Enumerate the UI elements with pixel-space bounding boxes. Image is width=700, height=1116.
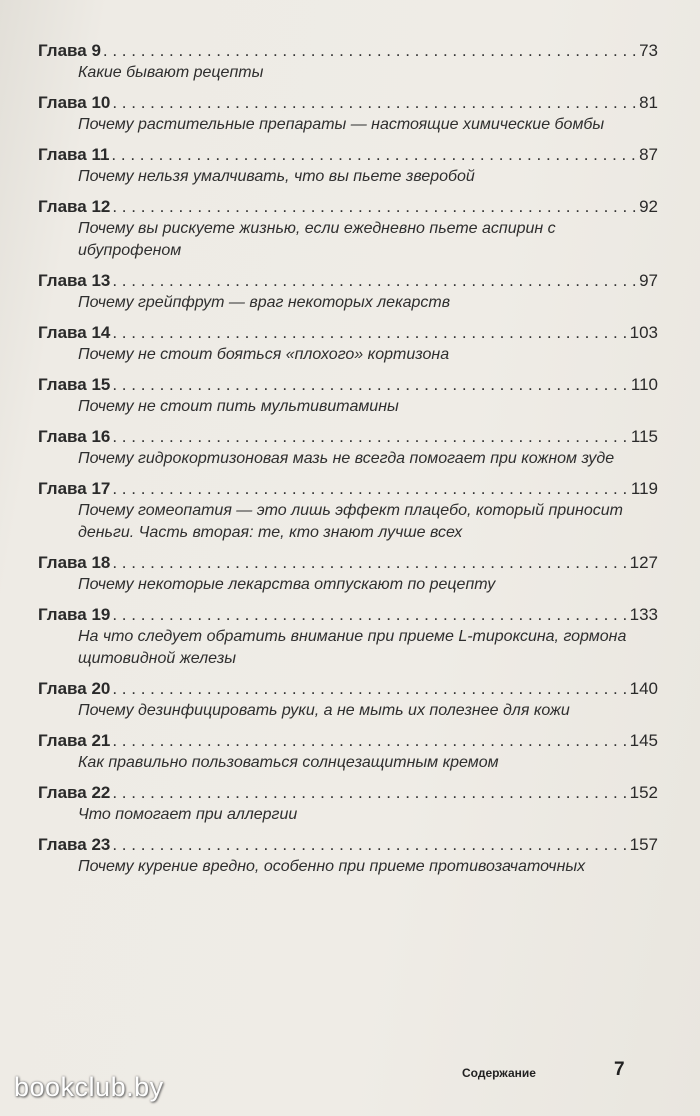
chapter-description: Почему растительные препараты — настоящие химические бомбы [78,116,605,133]
page-number: 133 [629,605,658,624]
chapter-title: Глава 20 [38,679,111,698]
page-number: 103 [629,323,658,342]
page-number: 87 [639,145,658,164]
chapter-title: Глава 23 [38,835,111,854]
toc-entry [38,782,658,826]
chapter-description: Как правильно пользоваться солнцезащитным кремом [78,754,499,771]
page-number: 81 [639,93,658,112]
page-number: 119 [630,479,658,498]
table-of-contents [38,40,658,886]
page-number: 140 [629,679,658,698]
chapter-title: Глава 22 [38,783,111,802]
leader-dots [112,552,627,574]
toc-entry [38,730,658,774]
page-number: 157 [629,835,658,854]
chapter-description: Почему не стоит бояться «плохого» кортизона [78,346,450,363]
chapter-title: Глава 16 [38,427,111,446]
chapter-description: Какие бывают рецепты [78,64,264,81]
page-number: 97 [639,271,658,290]
toc-entry [38,834,658,878]
toc-entry [38,270,658,314]
chapter-description: Почему некоторые лекарства отпускают по рецепту [78,576,496,593]
chapter-title: Глава 13 [38,271,111,290]
page-number: 152 [629,783,658,802]
page-number: 110 [630,375,658,394]
chapter-title: Глава 9 [38,41,101,60]
chapter-description: Почему не стоит пить мультивитамины [78,398,399,415]
chapter-description: Почему грейпфрут — враг некоторых лекарств [78,294,451,311]
folio-page-number: 7 [614,1059,625,1080]
chapter-title: Глава 19 [38,605,111,624]
toc-entry [38,92,658,136]
toc-entry [38,196,658,262]
chapter-title: Глава 12 [38,197,111,216]
leader-dots [112,782,627,804]
toc-entry [38,426,658,470]
page-number: 92 [639,197,658,216]
leader-dots [112,426,629,448]
toc-entry [38,552,658,596]
leader-dots [112,374,629,396]
chapter-description: Почему дезинфицировать руки, а не мыть их полезнее для кожи [78,702,570,719]
chapter-description: Почему вы рискуете жизнью, если ежедневно пьете аспирин с ибупрофеном [78,220,556,259]
leader-dots [112,678,627,700]
chapter-description: Почему гидрокортизоновая мазь не всегда помогает при кожном зуде [78,450,615,467]
page-number: 145 [629,731,658,750]
chapter-description: Почему курение вредно, особенно при приеме противозачаточных [78,858,586,875]
toc-entry [38,40,658,84]
page-number: 127 [629,553,658,572]
chapter-description: Почему гомеопатия — это лишь эффект плацебо, который приносит деньги. Часть вторая: те, кто знают лучше всех [78,502,623,541]
toc-entry [38,374,658,418]
leader-dots [112,92,637,114]
chapter-title: Глава 15 [38,375,111,394]
chapter-description: Почему нельзя умалчивать, что вы пьете зверобой [78,168,475,185]
toc-entry [38,144,658,188]
running-footer: Содержание [462,1066,536,1080]
chapter-title: Глава 21 [38,731,111,750]
toc-entry [38,678,658,722]
watermark: bookclub.by [14,1072,164,1102]
leader-dots [112,196,637,218]
toc-entry [38,604,658,670]
leader-dots [103,40,637,62]
chapter-title: Глава 17 [38,479,111,498]
chapter-title: Глава 14 [38,323,111,342]
chapter-title: Глава 11 [38,145,110,164]
chapter-description: На что следует обратить внимание при приеме L-тироксина, гормона щитовидной железы [78,628,627,667]
page-number: 73 [639,41,658,60]
chapter-title: Глава 18 [38,553,111,572]
leader-dots [112,322,627,344]
leader-dots [111,144,637,166]
leader-dots [112,834,627,856]
toc-entry [38,478,658,544]
page-number: 115 [630,427,658,446]
leader-dots [112,270,637,292]
leader-dots [112,478,629,500]
chapter-title: Глава 10 [38,93,111,112]
toc-entry [38,322,658,366]
leader-dots [112,730,627,752]
leader-dots [112,604,627,626]
chapter-description: Что помогает при аллергии [78,806,298,823]
